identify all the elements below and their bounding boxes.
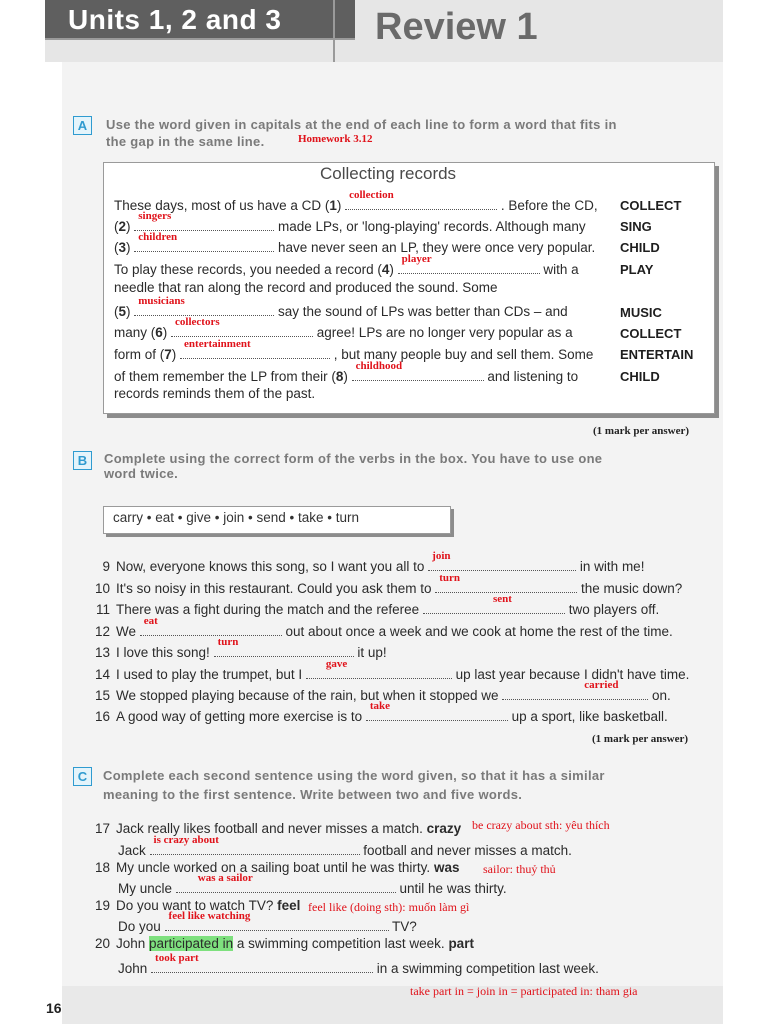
answer-gap-14[interactable]: gave [306,664,452,679]
section-a-instruction-cont: the gap in the same line. [106,134,265,149]
answer-gap-18[interactable]: was a sailor [176,878,396,893]
passage-line-2: (2) singers made LPs, or 'long-playing' records. Although many [114,210,586,234]
passage-line-9: of them remember the LP from their (8) childhood and listening to [114,360,579,384]
question-20: 20 John participated in a swimming competition last week. part [94,936,474,951]
passage-line-1: These days, most of us have a CD (1) collection . Before the CD, [114,189,598,213]
answer-gap-9[interactable]: join [428,556,576,571]
capital-word-2: SING [620,219,652,234]
passage-line-10: records reminds them of the past. [114,386,316,401]
question-12: 12 We eat out about once a week and we cook at home the rest of the time. [94,615,673,639]
answer-gap-19[interactable]: feel like watching [165,916,389,931]
capital-word-3: CHILD [620,240,660,255]
question-16: 16 A good way of getting more exercise is to take up a sport, like basketball. [94,700,668,724]
gap-6[interactable]: collectors [171,322,313,337]
bottom-note: take part in = join in = participated in: tham gia [410,984,638,998]
answer-gap-10[interactable]: turn [435,578,577,593]
passage-line-6: (5) musicians say the sound of LPs was better than CDs – and [114,295,568,319]
answer-gap-15[interactable]: carried [502,685,648,700]
review-title: Review 1 [375,6,538,48]
answer-line-19: Do you feel like watching TV? [118,910,417,934]
note-18: sailor: thuỷ thủ [483,862,556,876]
answer-gap-16[interactable]: take [366,706,508,721]
capital-word-7: ENTERTAIN [620,347,694,362]
answer-gap-17[interactable]: is crazy about [150,840,360,855]
box-title: Collecting records [320,164,457,183]
answer-line-17: Jack is crazy about football and never misses a match. [118,834,572,858]
gap-8[interactable]: childhood [352,366,484,381]
marks-note-b: (1 mark per answer) [592,733,689,745]
capital-word-4: PLAY [620,262,654,277]
question-10: 10 It's so noisy in this restaurant. Could you ask them to turn the music down? [94,572,683,596]
passage-line-4: To play these records, you needed a record (4) player with a [114,253,579,277]
marks-note-a: (1 mark per answer) [593,425,690,437]
answer-gap-20[interactable]: took part [151,958,373,973]
section-c-instruction: Complete each second sentence using the word given, so that it has a similar [103,768,605,783]
answer-line-18: My uncle was a sailor until he was thirty. [118,872,507,896]
passage-line-7: many (6) collectors agree! LPs are no longer very popular as a [114,316,573,340]
highlight-participated: participated in [149,936,234,951]
answer-gap-12[interactable]: eat [140,621,282,636]
passage-line-3: (3) children have never seen an LP, they were once very popular. [114,231,596,255]
question-19: 19 Do you want to watch TV? feel [94,898,301,913]
gap-5[interactable]: musicians [134,301,274,316]
note-19: feel like (doing sth): muốn làm gì [308,900,470,914]
capital-word-6: COLLECT [620,326,682,341]
note-17: be crazy about sth: yêu thích [472,818,610,832]
answer-gap-13[interactable]: turn [214,642,354,657]
gap-4[interactable]: player [398,259,540,274]
units-title: Units 1, 2 and 3 [68,4,282,35]
capital-word-8: CHILD [620,369,660,384]
capital-word-1: COLLECT [620,198,682,213]
header-divider [45,38,355,40]
section-b-label: B [73,451,92,470]
gap-7[interactable]: entertainment [180,344,330,359]
question-9: 9 Now, everyone knows this song, so I want you all to join in with me! [102,550,645,574]
question-15: 15 We stopped playing because of the rain, but when it stopped we carried on. [94,679,671,703]
question-14: 14 I used to play the trumpet, but I gave up last year because I didn't have time. [94,658,690,682]
gap-1[interactable]: collection [345,195,497,210]
gap-3[interactable]: children [134,237,274,252]
page-number: 16 [46,1000,62,1016]
answer-line-20: John took part in a swimming competition last week. [118,952,599,976]
section-c-label: C [73,767,92,786]
passage-line-5: needle that ran along the record and produced the sound. Some [114,280,498,295]
question-17: 17 Jack really likes football and never misses a match. crazy [94,821,462,836]
homework-note: Homework 3.12 [298,133,373,145]
passage-line-8: form of (7) entertainment , but many people buy and sell them. Some [114,338,594,362]
question-11: 11 There was a fight during the match and the referee sent two players off. [95,593,660,617]
section-a-label: A [73,116,92,135]
verb-list: carry • eat • give • join • send • take • turn [113,510,359,525]
gap-2[interactable]: singers [134,216,274,231]
section-b-instruction: Complete using the correct form of the verbs in the box. You have to use one [104,451,603,466]
question-13: 13 I love this song! turn it up! [94,636,387,660]
capital-word-5: MUSIC [620,305,662,320]
header-vertical-divider [333,0,335,62]
section-b-instruction-cont: word twice. [104,466,179,481]
question-18: 18 My uncle worked on a sailing boat until he was thirty. was [94,860,460,875]
answer-gap-11[interactable]: sent [423,599,565,614]
section-a-instruction: Use the word given in capitals at the end of each line to form a word that fits in [106,117,617,132]
section-c-instruction-cont: meaning to the first sentence. Write between two and five words. [103,787,523,802]
